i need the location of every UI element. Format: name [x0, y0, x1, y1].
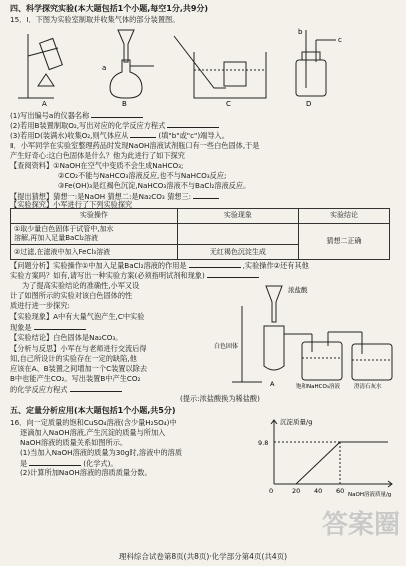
analysis-5: 的化学反应方程式 — [10, 384, 124, 395]
q16-3: NaOH溶液的质量关系如图所示。 — [20, 438, 128, 447]
precipitate-graph — [252, 414, 402, 498]
analysis-2: 知,自己所设计的实验存在一定的缺陷,他 — [10, 354, 137, 363]
phenomenon-b: 现象是 — [10, 322, 88, 333]
q15-part-ii: Ⅱ．小军同学在实验室整理药品时发现NaOH溶液试剂瓶口有一些白色固体,于是 — [10, 141, 260, 150]
q16-6: (2)计算所加NaOH溶液的溶质质量分数。 — [20, 468, 152, 477]
table-cell: 无红褐色沉淀生成 — [177, 245, 298, 260]
fig-label-c: C — [226, 100, 231, 106]
analysis-6: (提示:浓盐酸换为稀盐酸) — [180, 394, 260, 403]
test-tube-a — [264, 326, 284, 370]
reflect-1: 【问题分析】实验操作①中加入足量BaCl₂溶液的作用是 ,实验操作②还有其他 — [10, 261, 309, 270]
conclusion: 【实验结论】白色固体是Na₂CO₃。 — [10, 333, 123, 342]
q15-intro: 15．Ⅰ．下图为实验室制取并收集气体的部分装置图。 — [10, 15, 180, 24]
apparatus-a — [18, 34, 62, 98]
experiment-table — [10, 208, 390, 260]
answer-blank[interactable] — [70, 384, 122, 392]
section4-title: 四、科学探究实验(本大题包括1个小题,每空1分,共9分) — [10, 4, 209, 13]
exp-title: 【实验探究】小军进行了下列实验探究 — [10, 200, 133, 209]
answer-blank[interactable] — [130, 130, 156, 138]
reflect-5: 质进行进一步探究: — [10, 301, 70, 310]
apparatus-figure — [14, 26, 374, 106]
label-conc-acid: 浓盐酸 — [288, 286, 308, 294]
table-header: 实验结论 — [299, 209, 390, 224]
answer-blank[interactable] — [29, 458, 81, 466]
answer-blank[interactable] — [193, 191, 219, 199]
fig-label-b: B — [122, 100, 127, 106]
apparatus-b — [110, 30, 154, 98]
graph-ylabel: 沉淀质量/g — [280, 418, 313, 426]
page-footer: 理科综合试卷第8页(共8页)·化学部分第4页(共4页) — [118, 552, 288, 561]
answer-blank[interactable] — [167, 120, 219, 128]
watermark: 答案圈 — [321, 510, 400, 540]
phenomenon-a: 【实验现象】A中有大量气泡产生,C中实验 — [10, 312, 145, 321]
graph-y-value: 9.8 — [258, 439, 269, 447]
hypothesis: 【提出猜想】猜想一:是NaOH 猜想二:是Na₂CO₃ 猜想三: — [10, 191, 221, 202]
table-cell: ①取少量白色固体于试管中,加水 溶解,再加入足量BaCl₂溶液 — [11, 224, 178, 245]
answer-blank[interactable] — [207, 270, 259, 278]
table-header: 实验操作 — [11, 209, 178, 224]
graph-xlabel: NaOH溶液质量/g — [348, 492, 392, 498]
acid-funnel — [266, 286, 282, 322]
label-white-solid: 白色固体 — [214, 343, 239, 350]
fig-label-b-port: b — [298, 28, 303, 36]
graph-x-tick: 60 — [336, 487, 345, 495]
info-3: ③Fe(OH)₃是红褐色沉淀,NaHCO₃溶液不与BaCl₂溶液反应。 — [58, 181, 251, 190]
analysis-4: B中也能产生CO₂。写出装置B中产生CO₂ — [10, 374, 141, 383]
q15-part2: (2)若用B装置制取O₂,写出对应的化学反应方程式 — [10, 120, 221, 131]
q16-4: (1)当加入NaOH溶液的质量为30g时,溶液中的溶质 — [20, 448, 183, 457]
table-header: 实验现象 — [177, 209, 298, 224]
table-cell-blank[interactable] — [177, 224, 298, 245]
q15-part1: (1)写出编号a的仪器名称 — [10, 110, 145, 121]
label-bottle-c: 澄清石灰水 — [354, 384, 382, 390]
graph-x-tick: 40 — [314, 487, 323, 495]
q15-part3: (3)若用D(装满水)收集O₂,则气体应从 (填"b"或"c")端导入。 — [10, 131, 229, 140]
analysis-1: 【分析与反思】小军在与老师进行交流后得 — [10, 344, 147, 353]
info-1: 【查阅资料】①NaOH在空气中变质不会生成NaHCO₃; — [10, 161, 184, 170]
section5-title: 五、定量分析应用(本大题包括1个小题,共5分) — [10, 406, 176, 415]
precipitate-line — [296, 442, 388, 484]
graph-x-tick: 0 — [269, 487, 274, 495]
reflect-3: 为了提高实验结论的准确性,小军又设 — [22, 281, 140, 290]
answer-blank[interactable] — [91, 110, 143, 118]
answer-blank[interactable] — [34, 322, 86, 330]
q16-5: 是 (化学式)。 — [20, 459, 118, 468]
table-cell: ②过滤,在滤液中加入FeCl₃溶液 — [11, 245, 178, 260]
fig-label-d: D — [306, 100, 312, 106]
bottle-b — [302, 342, 342, 380]
reflect-2: 实验方案吗？如有,请写出一种实验方案(必须指明试剂和现象) — [10, 270, 261, 281]
q16-1: 16．向一定质量的饱和CuSO₄溶液(含少量H₂SO₄)中 — [10, 418, 177, 427]
fig-label-a: A — [42, 100, 47, 106]
info-2: ②CO₂不能与NaHCO₃溶液反应,也不与NaHCO₃反应; — [58, 171, 227, 180]
q16-2: 逐滴加入NaOH溶液,产生沉淀的质量与所加入 — [20, 428, 166, 437]
label-fig-a: A — [270, 380, 275, 388]
analysis-3: 应该在A、B装置之间增加一个C装置以除去 — [10, 364, 148, 373]
gas-apparatus-figure — [212, 282, 402, 390]
graph-x-tick: 20 — [292, 487, 301, 495]
answer-blank[interactable] — [189, 260, 241, 268]
apparatus-d — [296, 30, 336, 96]
label-bottle-b: 饱和NaHCO₃溶液 — [296, 384, 340, 390]
fig-label-a-instrument: a — [102, 64, 107, 72]
fig-label-c-port: c — [338, 36, 342, 44]
table-cell: 猜想二正确 — [299, 224, 390, 260]
bottle-c — [352, 344, 392, 380]
table-row — [11, 224, 390, 245]
q15-part-ii-cont: 产生好奇心:这白色固体是什么？他为此进行了如下探究 — [10, 151, 185, 160]
reflect-4: 计了如图所示的实验对该白色固体的性 — [10, 291, 133, 300]
apparatus-c — [174, 36, 266, 98]
